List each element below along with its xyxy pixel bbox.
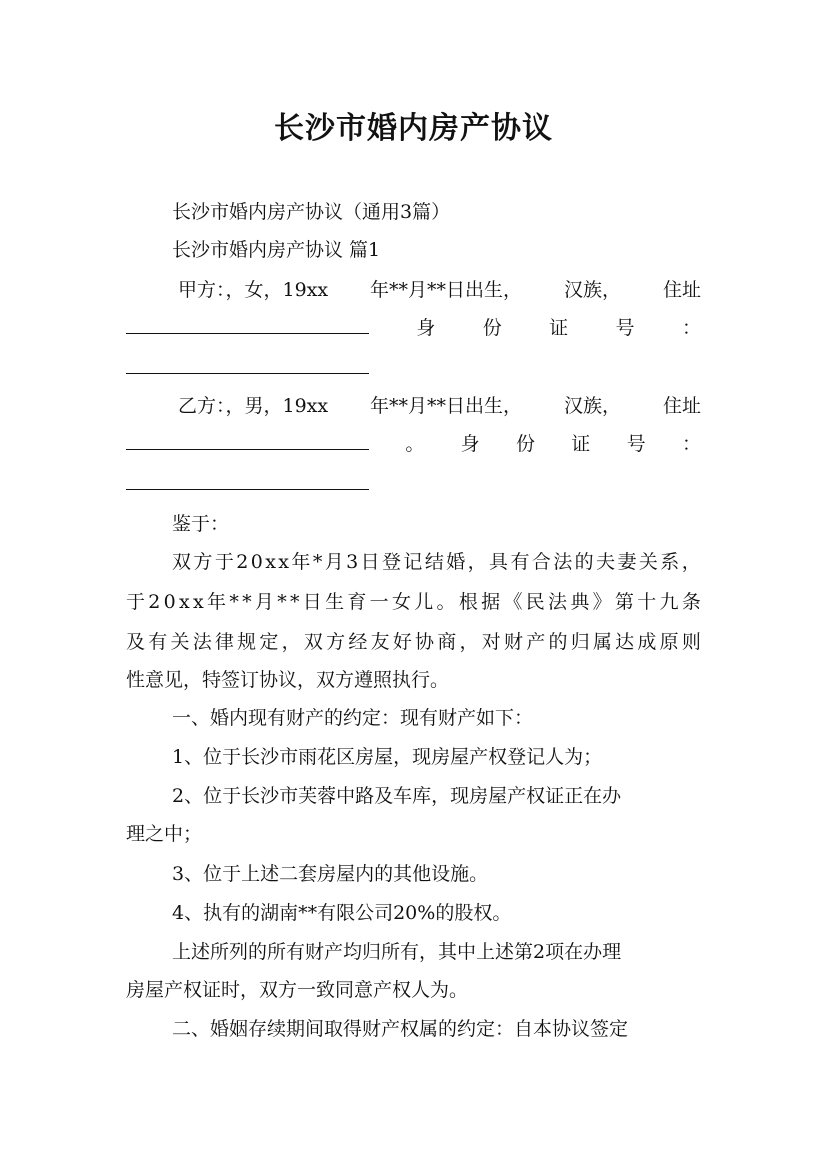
id-char: ： (681, 433, 701, 455)
party-b-part: 年**月**日出生， (370, 395, 523, 417)
party-b-part: 住址 (662, 395, 701, 417)
address-blank (126, 434, 369, 450)
paragraph-line: 二、婚姻存续期间取得财产权属的约定：自本协议签定 (172, 1018, 629, 1040)
whereas-label: 鉴于： (172, 513, 230, 535)
party-a-part: 年**月**日出生， (370, 279, 523, 301)
paragraph-line: 上述所列的所有财产均归所有，其中上述第2项在办理 (172, 941, 622, 963)
id-char: 号 (615, 317, 635, 339)
id-char: 身 (416, 317, 436, 339)
party-b-line (178, 394, 701, 418)
paragraph-line: 1、位于长沙市雨花区房屋，现房屋产权登记人为； (172, 746, 603, 768)
id-char: 份 (515, 433, 535, 455)
party-b-part: 乙方：，男，19xx (178, 395, 329, 417)
party-b-part: 汉族， (564, 395, 622, 417)
paragraph-line: 理之中； (126, 823, 203, 845)
paragraph-line: 双 方 于 2 0 x x 年 * 月 3 日 登 记 结 婚 ， 具 有 合 法 的 夫 妻 关 系 ， (172, 551, 701, 573)
party-a-idcard-line (126, 316, 701, 340)
paragraph-line: 房屋产权证时，双方一致同意产权人为。 (126, 979, 469, 1001)
party-a-part: 汉族， (564, 279, 622, 301)
id-char: 号 (626, 433, 646, 455)
document-title: 长沙市婚内房产协议 (274, 111, 553, 146)
paragraph-line: 2、位于长沙市芙蓉中路及车库，现房屋产权证正在办 (172, 785, 622, 807)
id-blank (126, 474, 369, 490)
paragraph-line: 及 有 关 法 律 规 定 ， 双 方 经 友 好 协 商 ， 对 财 产 的 归 属 达 成 原 则 (126, 631, 701, 653)
document-subtitle: 长沙市婚内房产协议（通用3篇） (172, 201, 451, 223)
id-char: ： (681, 317, 701, 339)
id-char: 份 (482, 317, 502, 339)
party-a-line (178, 278, 701, 302)
id-char: 。 (405, 433, 425, 455)
party-b-idcard-line (126, 432, 701, 456)
party-a-part: 甲方：，女，19xx (178, 279, 329, 301)
party-a-id-blank-line (126, 356, 701, 380)
paragraph-line: 于 2 0 x x 年 * * 月 * * 日 生 育 一 女 儿 。 根 据 《 民 法 典 》 第 十 九 条 (126, 591, 701, 613)
paragraph-line: 3、位于上述二套房屋内的其他设施。 (172, 863, 489, 885)
party-b-id-blank-line (126, 472, 701, 496)
section-heading: 长沙市婚内房产协议 篇1 (172, 239, 381, 261)
id-char: 证 (549, 317, 569, 339)
id-char: 证 (571, 433, 591, 455)
id-char: 身 (460, 433, 480, 455)
paragraph-line: 性意见，特签订协议，双方遵照执行。 (126, 669, 450, 691)
paragraph-line: 一、婚内现有财产的约定：现有财产如下： (172, 707, 534, 729)
paragraph-line: 4、执有的湖南**有限公司20%的股权。 (172, 902, 512, 924)
address-blank (126, 318, 369, 334)
party-a-part: 住址 (662, 279, 701, 301)
id-blank (126, 358, 369, 374)
